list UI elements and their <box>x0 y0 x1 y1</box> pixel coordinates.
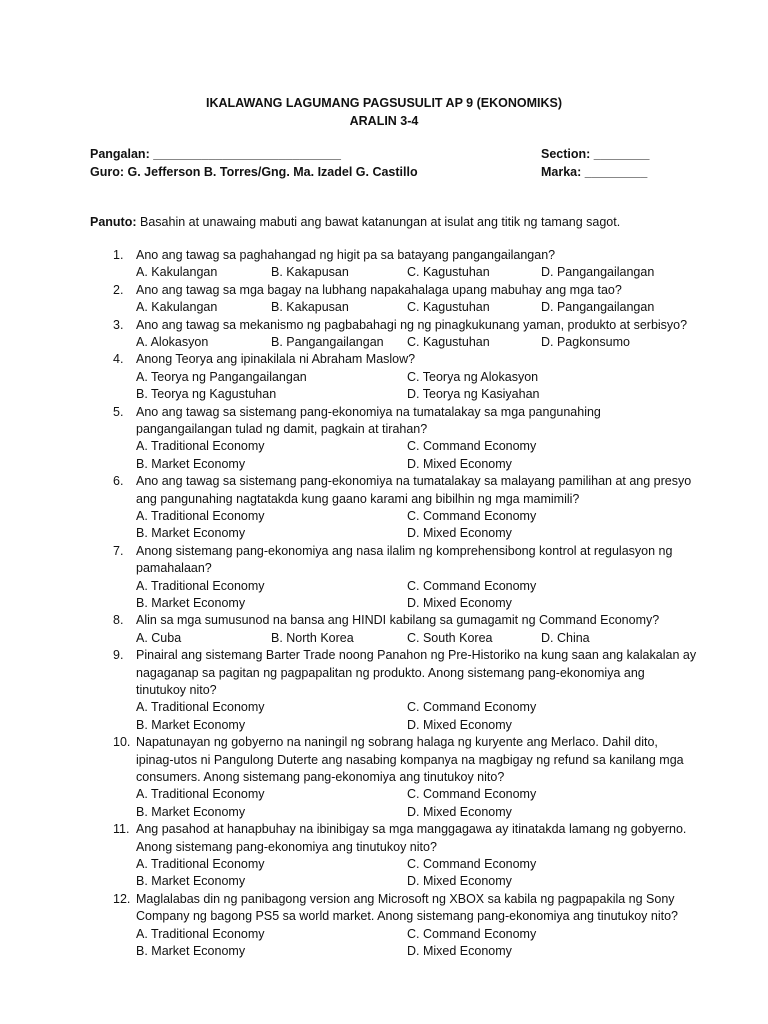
question-number: 9. <box>113 648 124 663</box>
question-text: Company ng bagong PS5 sa world market. Anong sistemang pang-ekonomiya ang tinutukoy nito? <box>136 909 678 924</box>
answer-option: B. Market Economy <box>136 717 246 732</box>
section-field: Section: ________ <box>541 147 650 161</box>
answer-option: B. Market Economy <box>136 874 246 889</box>
answer-option: D. Mixed Economy <box>407 804 512 819</box>
answer-option: C. Command Economy <box>407 926 537 941</box>
question-text: Ano ang tawag sa sistemang pang-ekonomiya na tumatalakay sa mga pangunahing <box>136 404 601 419</box>
answer-option: A. Traditional Economy <box>136 857 265 871</box>
answer-option: B. Kakapusan <box>271 265 349 280</box>
question-number: 1. <box>113 248 124 262</box>
question-text: nagaganap sa pagitan ng pagpapalitan ng produkto. Anong sistemang pang-ekonomiya ang <box>136 665 645 680</box>
instructions-label: Panuto: <box>90 215 137 229</box>
answer-option: C. Command Economy <box>407 439 537 454</box>
answer-option: D. Mixed Economy <box>407 717 512 732</box>
answer-option: D. Mixed Economy <box>407 944 512 958</box>
answer-option: C. South Korea <box>407 630 493 645</box>
answer-option: B. Market Economy <box>136 804 246 819</box>
exam-subtitle: ARALIN 3-4 <box>349 114 419 128</box>
answer-option: A. Kakulangan <box>136 265 218 280</box>
answer-option: D. Pagkonsumo <box>541 335 630 349</box>
answer-option: C. Command Economy <box>407 700 537 715</box>
question-text: consumers. Anong sistemang pang-ekonomiya ang tinutukoy nito? <box>136 770 505 784</box>
question-text: pangangailangan tulad ng damit, pagkain at tirahan? <box>136 422 428 436</box>
answer-option: A. Kakulangan <box>136 300 218 315</box>
answer-option: A. Traditional Economy <box>136 700 265 715</box>
question-text: Ano ang tawag sa mekanismo ng pagbabahagi ng ng pinagkukunang yaman, produkto at serbisyo? <box>136 317 688 332</box>
question-text: Anong Teorya ang ipinakilala ni Abraham Maslow? <box>136 352 416 367</box>
answer-option: A. Traditional Economy <box>136 578 265 593</box>
answer-option: A. Alokasyon <box>136 335 209 349</box>
question-number: 5. <box>113 404 124 419</box>
answer-option: D. China <box>541 630 590 645</box>
question-number: 8. <box>113 613 124 628</box>
answer-option: B. Market Economy <box>136 456 246 471</box>
question-text: Napatunayan ng gobyerno na naningil ng sobrang halaga ng kuryente ang Merlaco. Dahil dito, <box>136 735 658 750</box>
question-number: 4. <box>113 352 124 367</box>
answer-option: A. Cuba <box>136 630 182 645</box>
answer-option: A. Traditional Economy <box>136 439 265 454</box>
question-text: ipinag-utos ni Pangulong Duterte ang nasabing kompanya na magbigay ng refund sa kanilang mga <box>136 752 684 767</box>
answer-option: C. Kagustuhan <box>407 335 490 349</box>
question-text: tinutukoy nito? <box>136 683 217 697</box>
question-text: Ano ang tawag sa paghahangad ng higit pa sa batayang pangangailangan? <box>136 248 556 262</box>
instructions <box>90 215 620 229</box>
answer-option: B. Teorya ng Kagustuhan <box>136 387 277 402</box>
question-number: 7. <box>113 543 124 558</box>
answer-option: D. Teorya ng Kasiyahan <box>407 387 540 402</box>
answer-option: A. Traditional Economy <box>136 926 265 941</box>
question-text: Pinairal ang sistemang Barter Trade noong Panahon ng Pre-Historiko na kung saan ang kalakalan ay <box>136 648 697 663</box>
question-text: Maglalabas din ng panibagong version ang Microsoft ng XBOX sa kabila ng pagpapakila ng Sony <box>136 891 675 906</box>
question-text: Ano ang tawag sa mga bagay na lubhang napakahalaga upang mabuhay ang mga tao? <box>136 282 622 297</box>
answer-option: C. Command Economy <box>407 787 537 802</box>
question-number: 2. <box>113 282 124 297</box>
question-text: Ano ang tawag sa sistemang pang-ekonomiya na tumatalakay sa malayang pamilihan at ang presyo <box>136 474 692 489</box>
answer-option: D. Pangangailangan <box>541 300 655 315</box>
score-field: Marka: _________ <box>541 165 648 179</box>
question-number: 10. <box>113 735 131 750</box>
name-field: Pangalan: ___________________________ <box>90 147 341 161</box>
answer-option: C. Command Economy <box>407 509 537 523</box>
answer-option: B. Kakapusan <box>271 300 349 315</box>
question-text: Anong sistemang pang-ekonomiya ang tinutukoy nito? <box>136 839 437 854</box>
answer-option: A. Traditional Economy <box>136 787 265 802</box>
question-number: 11. <box>113 822 130 837</box>
answer-option: D. Mixed Economy <box>407 596 512 610</box>
question-text: Anong sistemang pang-ekonomiya ang nasa ilalim ng komprehensibong kontrol at regulasyon ng <box>136 543 673 558</box>
answer-option: B. Market Economy <box>136 526 246 541</box>
question-text: pamahalaan? <box>136 561 212 576</box>
answer-option: D. Mixed Economy <box>407 874 512 889</box>
answer-option: C. Command Economy <box>407 578 537 593</box>
question-number: 6. <box>113 474 124 489</box>
question-text: Alin sa mga sumusunod na bansa ang HINDI kabilang sa gumagamit ng Command Economy? <box>136 613 660 628</box>
answer-option: C. Command Economy <box>407 857 537 871</box>
question-number: 12. <box>113 891 131 906</box>
answer-option: D. Pangangailangan <box>541 265 655 280</box>
answer-option: D. Mixed Economy <box>407 456 512 471</box>
answer-option: D. Mixed Economy <box>407 526 512 541</box>
question-text: ang pangunahing nagtatakda kung gaano karami ang bibilhin ng mga mamimili? <box>136 491 580 506</box>
answer-option: B. Market Economy <box>136 596 246 610</box>
teacher-field: Guro: G. Jefferson B. Torres/Gng. Ma. Izadel G. Castillo <box>90 165 418 179</box>
answer-option: B. North Korea <box>271 630 354 645</box>
instructions-text: Basahin at unawaing mabuti ang bawat katanungan at isulat ang titik ng tamang sagot. <box>140 215 621 229</box>
answer-option: B. Market Economy <box>136 944 246 958</box>
answer-option: A. Traditional Economy <box>136 509 265 523</box>
question-text: Ang pasahod at hanapbuhay na ibinibigay sa mga manggagawa ay itinatakda lamang ng gobyerno. <box>136 822 687 837</box>
answer-option: C. Kagustuhan <box>407 300 490 315</box>
answer-option: C. Teorya ng Alokasyon <box>407 369 539 384</box>
answer-option: A. Teorya ng Pangangailangan <box>136 369 307 384</box>
answer-option: B. Pangangailangan <box>271 335 384 349</box>
question-number: 3. <box>113 317 124 332</box>
answer-option: C. Kagustuhan <box>407 265 490 280</box>
exam-title: IKALAWANG LAGUMANG PAGSUSULIT AP 9 (EKONOMIKS) <box>205 96 563 110</box>
